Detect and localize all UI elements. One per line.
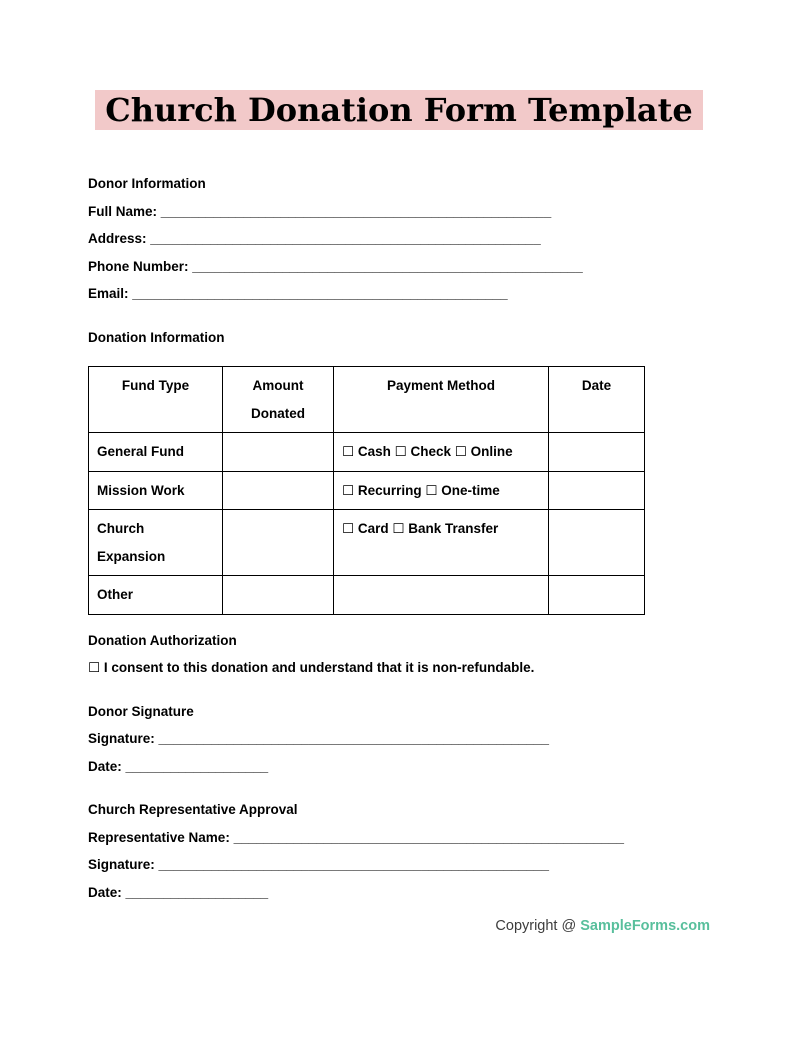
fund-type-cell: Church Expansion bbox=[89, 510, 223, 576]
donation-authorization-heading: Donation Authorization bbox=[88, 632, 237, 648]
donor-signature-label: Signature: bbox=[88, 731, 155, 746]
donor-signature-section bbox=[88, 698, 710, 781]
donor-date-line: ___________________ bbox=[125, 758, 269, 774]
date-cell bbox=[549, 576, 645, 615]
full-name-field bbox=[88, 198, 710, 226]
date-cell bbox=[549, 471, 645, 510]
fund-type-cell: Mission Work bbox=[89, 471, 223, 510]
donor-signature-line: ____________________________________________________ bbox=[158, 731, 549, 746]
donor-signature-field bbox=[88, 725, 710, 753]
donor-information-heading: Donor Information bbox=[88, 176, 206, 191]
phone-number-line: ____________________________________________________ bbox=[192, 258, 583, 274]
representative-signature-line: ____________________________________________________ bbox=[158, 857, 549, 872]
payment-method-cell: ☐ Recurring ☐ One-time bbox=[334, 471, 549, 510]
amount-donated-cell bbox=[223, 471, 334, 510]
payment-method-cell bbox=[334, 576, 549, 615]
donation-authorization-section bbox=[88, 627, 710, 682]
phone-number-field bbox=[88, 253, 710, 281]
brand-link[interactable]: SampleForms.com bbox=[580, 918, 710, 934]
table-row-general-fund bbox=[89, 433, 645, 472]
table-row-church-expansion bbox=[89, 510, 645, 576]
full-name-line: ____________________________________________________ bbox=[160, 203, 552, 219]
donation-information-heading: Donation Information bbox=[88, 329, 225, 345]
email-field bbox=[88, 280, 710, 308]
donor-date-field bbox=[88, 753, 710, 781]
representative-name-field bbox=[88, 824, 710, 852]
representative-date-label: Date: bbox=[88, 884, 122, 900]
column-header-payment-method: Payment Method bbox=[334, 367, 549, 433]
church-representative-heading: Church Representative Approval bbox=[88, 802, 298, 817]
table-row-mission-work bbox=[89, 471, 645, 510]
church-representative-section bbox=[88, 796, 710, 906]
amount-donated-cell bbox=[223, 510, 334, 576]
representative-signature-label: Signature: bbox=[88, 857, 155, 872]
page-title: Church Donation Form Template bbox=[95, 90, 702, 130]
email-line: __________________________________________________ bbox=[132, 286, 508, 301]
table-header-row bbox=[89, 367, 645, 433]
address-line: ____________________________________________________ bbox=[150, 231, 541, 246]
date-cell bbox=[549, 433, 645, 472]
amount-donated-cell bbox=[223, 433, 334, 472]
email-label: Email: bbox=[88, 286, 129, 301]
full-name-label: Full Name: bbox=[88, 203, 158, 219]
donor-date-label: Date: bbox=[88, 758, 122, 774]
representative-name-line: ____________________________________________________ bbox=[233, 829, 624, 845]
table-row-other bbox=[89, 576, 645, 615]
representative-date-line: ___________________ bbox=[125, 884, 269, 900]
column-header-fund-type: Fund Type bbox=[89, 367, 223, 433]
phone-number-label: Phone Number: bbox=[88, 258, 189, 274]
representative-signature-field bbox=[88, 851, 710, 879]
footer bbox=[88, 918, 710, 934]
donor-information-section bbox=[88, 170, 710, 308]
consent-statement: ☐ I consent to this donation and understand that it is non-refundable. bbox=[88, 660, 535, 675]
donation-table bbox=[88, 366, 645, 615]
amount-donated-cell bbox=[223, 576, 334, 615]
column-header-amount-donated: Amount Donated bbox=[223, 367, 334, 433]
representative-name-label: Representative Name: bbox=[88, 829, 230, 845]
address-label: Address: bbox=[88, 231, 147, 246]
address-field bbox=[88, 225, 710, 253]
fund-type-cell: Other bbox=[89, 576, 223, 615]
title-block bbox=[88, 90, 710, 130]
donation-information-section bbox=[88, 324, 710, 615]
date-cell bbox=[549, 510, 645, 576]
column-header-date: Date bbox=[549, 367, 645, 433]
copyright-text: Copyright @ bbox=[495, 918, 577, 934]
fund-type-cell: General Fund bbox=[89, 433, 223, 472]
payment-method-cell: ☐ Card ☐ Bank Transfer bbox=[334, 510, 549, 576]
donor-signature-heading: Donor Signature bbox=[88, 703, 194, 719]
payment-method-cell: ☐ Cash ☐ Check ☐ Online bbox=[334, 433, 549, 472]
representative-date-field bbox=[88, 879, 710, 907]
